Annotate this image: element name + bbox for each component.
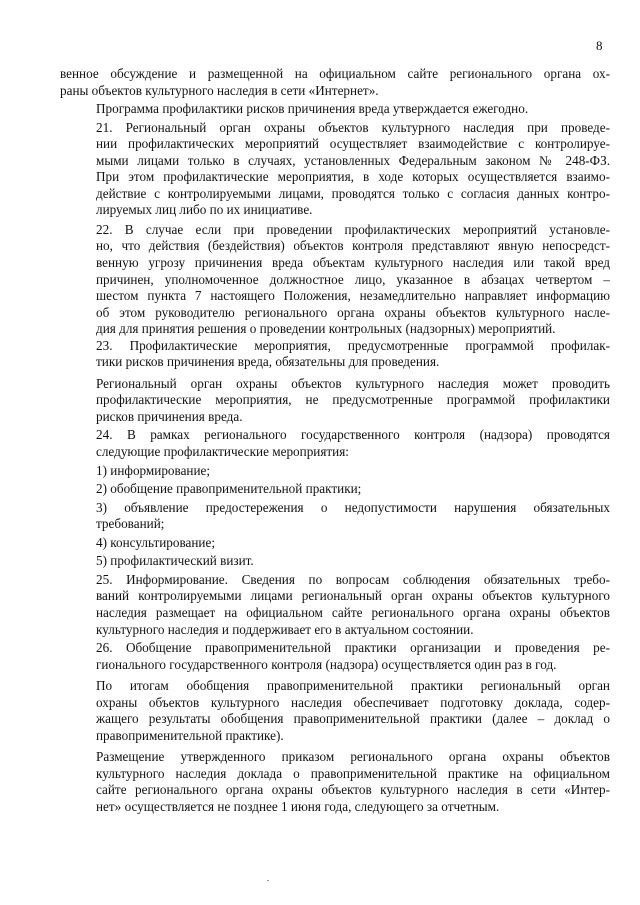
text-line: рисков причинения вреда. (96, 408, 243, 424)
paragraph-optional-measures (60, 376, 610, 426)
text-line: раны объектов культурного наследия в сети «Интернет». (60, 82, 379, 98)
text-line: об этом руководителю регионального органа охраны объектов культурного насле- (96, 304, 610, 320)
scan-speck (267, 880, 269, 881)
text-line: венную угрозу причинения вреда объектам культурного наследия или такой вред (96, 255, 610, 271)
text-line: тики рисков причинения вреда, обязательны для проведения. (96, 354, 440, 370)
text-line: Региональный орган охраны объектов культурного наследия может проводить (96, 375, 610, 391)
text-line: следующие профилактические мероприятия: (96, 444, 349, 460)
paragraph-22 (60, 222, 610, 338)
text-line: нии профилактических мероприятий осуществляет взаимодействие с контролируе- (96, 136, 610, 152)
text-line: 5) профилактический визит. (96, 553, 254, 569)
paragraph-continuation (60, 66, 610, 99)
text-line: охраны объектов культурного наследия обеспечивает подготовку доклада, содер- (96, 694, 610, 710)
text-line: действие с контролируемыми лицами, проводятся только с согласия данных контро- (96, 185, 610, 201)
list-item-4 (60, 535, 610, 552)
paragraph-25 (60, 572, 610, 638)
paragraph-21 (60, 120, 610, 219)
text-line: Размещение утвержденного приказом регионального органа охраны объектов (96, 749, 610, 765)
text-line: 23. Профилактические мероприятия, предусмотренные программой профилак- (96, 337, 610, 353)
text-line: венное обсуждение и размещенной на официальном сайте регионального органа ох- (60, 66, 610, 81)
text-line: мыми лицами только в случаях, установленных Федеральным законом № 248-ФЗ. (96, 152, 610, 168)
text-line: 2) обобщение правоприменительной практики; (96, 481, 362, 497)
text-line: но, что действия (бездействия) объектов контроля представляют явную непосредст- (96, 238, 610, 254)
list-item-1 (60, 463, 610, 480)
text-line: 3) объявление предостережения о недопустимости нарушения обязательных (96, 499, 610, 515)
paragraph-26 (60, 640, 610, 673)
text-line: требований; (96, 516, 165, 532)
text-line: дия для принятия решения о проведении контрольных (надзорных) мероприятий. (96, 321, 556, 337)
text-line: жащего результаты обобщения правоприменительной практики (далее – доклад о (96, 711, 610, 727)
paragraph-24 (60, 427, 610, 460)
text-line: культурного наследия и поддерживает его в актуальном состоянии. (96, 621, 474, 637)
text-line: нет» осуществляется не позднее 1 июня года, следующего за отчетным. (96, 798, 500, 814)
text-line: Программа профилактики рисков причинения вреда утверждается ежегодно. (96, 101, 529, 117)
paragraph-report-publication (60, 749, 610, 815)
text-line: правоприменительной практике). (96, 727, 284, 743)
text-line: сайте регионального органа охраны объектов культурного наследия в сети «Интер- (96, 782, 610, 798)
text-line: 4) консультирование; (96, 534, 216, 550)
text-line: причинен, уполномоченное должностное лицо, указанное в абзацах четвертом – (96, 271, 610, 287)
text-line: 26. Обобщение правоприменительной практики организации и проведения ре- (96, 640, 610, 656)
text-line: При этом профилактические мероприятия, в ходе которых осуществляется взаимо- (96, 169, 610, 185)
paragraph-program-approval (60, 101, 610, 118)
list-item-3 (60, 500, 610, 533)
text-line: культурного наследия доклада о правоприменительной практике на официальном (96, 765, 610, 781)
text-line: шестом пункта 7 настоящего Положения, незамедлительно направляет информацию (96, 288, 610, 304)
text-line: 22. В случае если при проведении профилактических мероприятий установле- (96, 221, 610, 237)
text-line: лируемых лиц либо по их инициативе. (96, 202, 313, 218)
text-line: 21. Региональный орган охраны объектов культурного наследия при проведе- (96, 119, 610, 135)
document-body (60, 66, 610, 816)
text-line: По итогам обобщения правоприменительной практики региональный орган (96, 678, 610, 694)
paragraph-23 (60, 338, 610, 371)
list-item-2 (60, 481, 610, 498)
text-line: профилактические мероприятия, не предусмотренные программой профилактики (96, 392, 610, 408)
text-line: гионального государственного контроля (надзора) осуществляется один раз в год. (96, 656, 557, 672)
list-item-5 (60, 553, 610, 570)
paragraph-report-preparation (60, 678, 610, 744)
text-line: ваний контролируемыми лицами региональный орган охраны объектов культурного (96, 588, 610, 604)
text-line: 24. В рамках регионального государственного контроля (надзора) проводятся (96, 427, 610, 443)
text-line: 1) информирование; (96, 462, 211, 478)
text-line: 25. Информирование. Сведения по вопросам соблюдения обязательных требо- (96, 571, 610, 587)
page-number: 8 (596, 38, 603, 53)
text-line: наследия размещает на официальном сайте регионального органа охраны объектов (96, 604, 610, 620)
